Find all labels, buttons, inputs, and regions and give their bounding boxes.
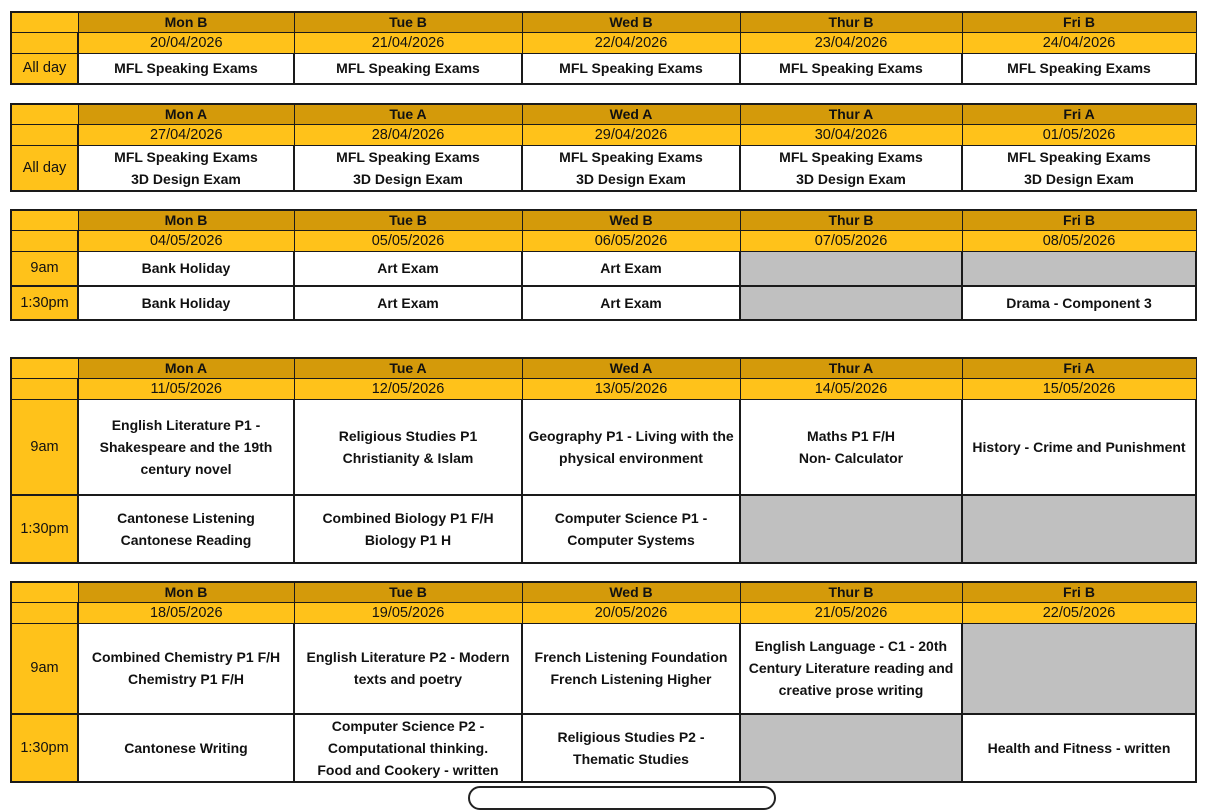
exam-entry-line: Art Exam bbox=[600, 260, 662, 277]
date-cell: 20/05/2026 bbox=[522, 603, 740, 624]
exam-entry bbox=[294, 54, 522, 84]
week-table bbox=[10, 103, 1197, 192]
corner-cell bbox=[11, 358, 78, 379]
day-header: Tue A bbox=[294, 358, 522, 379]
exam-entry-line: Maths P1 F/H bbox=[807, 427, 895, 444]
exam-entry-line: Geography P1 - Living with the bbox=[528, 427, 734, 444]
exam-entry-line: 3D Design Exam bbox=[576, 171, 686, 187]
day-header-row bbox=[11, 210, 1196, 231]
exam-entry-line: Combined Biology P1 F/H bbox=[322, 509, 494, 526]
exam-entry-line: Computer Science P2 - bbox=[331, 717, 485, 734]
exam-entry-line: Shakespeare and the 19th bbox=[99, 438, 273, 455]
exam-entry-line: MFL Speaking Exams bbox=[114, 60, 258, 77]
exam-entry-line: Computer Science P1 - bbox=[554, 509, 708, 526]
session-row bbox=[11, 252, 1196, 286]
date-row bbox=[11, 33, 1196, 54]
exam-entry-line: MFL Speaking Exams bbox=[336, 60, 480, 77]
date-row bbox=[11, 231, 1196, 252]
exam-entry bbox=[78, 252, 294, 286]
session-label: 1:30pm bbox=[11, 495, 78, 563]
date-cell: 24/04/2026 bbox=[962, 33, 1196, 54]
corner-cell bbox=[11, 125, 78, 146]
session-row bbox=[11, 146, 1196, 192]
exam-entry bbox=[962, 286, 1196, 320]
exam-entry-line: MFL Speaking Exams bbox=[114, 149, 258, 165]
exam-entry-line: History - Crime and Punishment bbox=[972, 438, 1186, 455]
exam-entry bbox=[522, 286, 740, 320]
exam-entry-line: Thematic Studies bbox=[573, 750, 689, 767]
day-header: Wed A bbox=[522, 104, 740, 125]
week-table bbox=[10, 581, 1197, 783]
exam-entry-line: French Listening Higher bbox=[550, 671, 712, 688]
day-header: Mon B bbox=[78, 12, 294, 33]
exam-entry-line: English Language - C1 - 20th bbox=[754, 638, 948, 655]
exam-entry-line: French Listening Foundation bbox=[534, 649, 728, 666]
week-table bbox=[10, 11, 1197, 85]
exam-entry-line: MFL Speaking Exams bbox=[559, 149, 703, 165]
exam-entry-line: 3D Design Exam bbox=[1024, 171, 1134, 187]
day-header: Wed B bbox=[522, 210, 740, 231]
corner-cell bbox=[11, 210, 78, 231]
exam-entry-line: MFL Speaking Exams bbox=[1007, 60, 1151, 77]
exam-entry bbox=[522, 495, 740, 563]
session-label: 9am bbox=[11, 624, 78, 714]
day-header: Thur B bbox=[740, 582, 962, 603]
session-label: 9am bbox=[11, 400, 78, 495]
day-header: Thur A bbox=[740, 104, 962, 125]
exam-entry-line: Health and Fitness - written bbox=[987, 739, 1171, 756]
exam-entry-line: 3D Design Exam bbox=[131, 171, 241, 187]
exam-entry-line: MFL Speaking Exams bbox=[779, 60, 923, 77]
exam-entry-line: English Literature P1 - bbox=[111, 416, 261, 433]
exam-entry bbox=[522, 146, 740, 192]
exam-entry-line: texts and poetry bbox=[353, 671, 463, 688]
corner-cell bbox=[11, 33, 78, 54]
date-cell: 11/05/2026 bbox=[78, 379, 294, 400]
exam-entry bbox=[962, 146, 1196, 192]
exam-entry-line: physical environment bbox=[559, 449, 703, 466]
day-header: Tue B bbox=[294, 12, 522, 33]
exam-entry bbox=[294, 146, 522, 192]
exam-entry-line: 3D Design Exam bbox=[353, 171, 463, 187]
date-cell: 19/05/2026 bbox=[294, 603, 522, 624]
day-header: Mon B bbox=[78, 210, 294, 231]
day-header: Wed B bbox=[522, 582, 740, 603]
exam-entry bbox=[78, 714, 294, 782]
exam-entry bbox=[294, 400, 522, 495]
session-label: All day bbox=[11, 54, 78, 84]
exam-entry-line: Art Exam bbox=[377, 294, 439, 311]
date-cell: 21/04/2026 bbox=[294, 33, 522, 54]
day-header: Tue B bbox=[294, 582, 522, 603]
session-row bbox=[11, 54, 1196, 84]
exam-entry bbox=[962, 400, 1196, 495]
day-header: Thur A bbox=[740, 358, 962, 379]
date-cell: 30/04/2026 bbox=[740, 125, 962, 146]
empty-slot bbox=[740, 252, 962, 286]
date-row bbox=[11, 379, 1196, 400]
exam-entry-line: Art Exam bbox=[377, 260, 439, 277]
exam-entry bbox=[78, 495, 294, 563]
exam-entry bbox=[522, 252, 740, 286]
date-cell: 15/05/2026 bbox=[962, 379, 1196, 400]
session-row bbox=[11, 495, 1196, 563]
date-cell: 28/04/2026 bbox=[294, 125, 522, 146]
exam-entry bbox=[962, 54, 1196, 84]
exam-entry bbox=[78, 400, 294, 495]
exam-entry-line: Religious Studies P1 bbox=[338, 427, 478, 444]
day-header: Thur B bbox=[740, 210, 962, 231]
exam-entry-line: Christianity & Islam bbox=[342, 449, 474, 466]
exam-entry bbox=[78, 146, 294, 192]
exam-entry-line: Art Exam bbox=[600, 294, 662, 311]
day-header-row bbox=[11, 12, 1196, 33]
exam-entry bbox=[962, 714, 1196, 782]
date-cell: 29/04/2026 bbox=[522, 125, 740, 146]
exam-entry-line: MFL Speaking Exams bbox=[559, 60, 703, 77]
date-cell: 14/05/2026 bbox=[740, 379, 962, 400]
exam-entry bbox=[522, 714, 740, 782]
exam-entry-line: Cantonese Listening bbox=[117, 509, 255, 526]
corner-cell bbox=[11, 12, 78, 33]
date-row bbox=[11, 603, 1196, 624]
empty-slot bbox=[740, 495, 962, 563]
session-row bbox=[11, 624, 1196, 714]
session-row bbox=[11, 400, 1196, 495]
exam-entry-line: Computer Systems bbox=[567, 531, 695, 548]
exam-entry bbox=[294, 252, 522, 286]
exam-entry-line: Bank Holiday bbox=[141, 294, 231, 311]
day-header: Mon B bbox=[78, 582, 294, 603]
date-cell: 08/05/2026 bbox=[962, 231, 1196, 252]
exam-entry-line: Chemistry P1 F/H bbox=[128, 671, 244, 688]
empty-slot bbox=[962, 252, 1196, 286]
day-header: Fri A bbox=[962, 358, 1196, 379]
exam-entry bbox=[78, 624, 294, 714]
exam-entry-line: Drama - Component 3 bbox=[1006, 294, 1152, 311]
date-row bbox=[11, 125, 1196, 146]
date-cell: 22/05/2026 bbox=[962, 603, 1196, 624]
exam-entry bbox=[78, 54, 294, 84]
date-cell: 18/05/2026 bbox=[78, 603, 294, 624]
day-header: Fri A bbox=[962, 104, 1196, 125]
exam-entry-line: Century Literature reading and bbox=[748, 660, 954, 677]
empty-slot bbox=[740, 714, 962, 782]
exam-entry bbox=[522, 54, 740, 84]
day-header: Tue A bbox=[294, 104, 522, 125]
day-header-row bbox=[11, 104, 1196, 125]
date-cell: 05/05/2026 bbox=[294, 231, 522, 252]
day-header: Fri B bbox=[962, 12, 1196, 33]
exam-entry-line: 3D Design Exam bbox=[796, 171, 906, 187]
exam-entry bbox=[740, 400, 962, 495]
exam-entry bbox=[522, 400, 740, 495]
date-cell: 06/05/2026 bbox=[522, 231, 740, 252]
day-header: Wed B bbox=[522, 12, 740, 33]
corner-cell bbox=[11, 104, 78, 125]
date-cell: 27/04/2026 bbox=[78, 125, 294, 146]
exam-entry-line: Religious Studies P2 - bbox=[557, 728, 705, 745]
day-header-row bbox=[11, 582, 1196, 603]
exam-entry bbox=[294, 495, 522, 563]
date-cell: 04/05/2026 bbox=[78, 231, 294, 252]
exam-entry-line: Computational thinking. bbox=[327, 739, 489, 756]
session-label: All day bbox=[11, 146, 78, 192]
scroll-pill bbox=[468, 786, 776, 810]
exam-entry bbox=[522, 624, 740, 714]
date-cell: 22/04/2026 bbox=[522, 33, 740, 54]
exam-entry-line: Bank Holiday bbox=[141, 260, 231, 277]
exam-entry-line: MFL Speaking Exams bbox=[779, 149, 923, 165]
exam-entry bbox=[294, 624, 522, 714]
exam-entry-line: MFL Speaking Exams bbox=[1007, 149, 1151, 165]
exam-entry-line: creative prose writing bbox=[778, 682, 924, 699]
week-table bbox=[10, 209, 1197, 321]
day-header: Mon A bbox=[78, 358, 294, 379]
exam-entry bbox=[740, 146, 962, 192]
session-row bbox=[11, 714, 1196, 782]
corner-cell bbox=[11, 582, 78, 603]
exam-entry bbox=[294, 714, 522, 782]
exam-entry-line: MFL Speaking Exams bbox=[336, 149, 480, 165]
day-header-row bbox=[11, 358, 1196, 379]
exam-entry-line: century novel bbox=[140, 460, 232, 477]
exam-entry bbox=[294, 286, 522, 320]
day-header: Tue B bbox=[294, 210, 522, 231]
exam-entry-line: Non- Calculator bbox=[798, 449, 904, 466]
day-header: Fri B bbox=[962, 582, 1196, 603]
exam-entry bbox=[740, 54, 962, 84]
date-cell: 01/05/2026 bbox=[962, 125, 1196, 146]
date-cell: 20/04/2026 bbox=[78, 33, 294, 54]
day-header: Fri B bbox=[962, 210, 1196, 231]
exam-entry bbox=[78, 286, 294, 320]
exam-entry-line: Biology P1 H bbox=[364, 531, 452, 548]
date-cell: 23/04/2026 bbox=[740, 33, 962, 54]
exam-entry-line: Combined Chemistry P1 F/H bbox=[91, 649, 281, 666]
date-cell: 21/05/2026 bbox=[740, 603, 962, 624]
session-row bbox=[11, 286, 1196, 320]
session-label: 1:30pm bbox=[11, 286, 78, 320]
corner-cell bbox=[11, 379, 78, 400]
exam-entry bbox=[740, 624, 962, 714]
exam-entry-line: Food and Cookery - written bbox=[317, 761, 499, 778]
empty-slot bbox=[962, 624, 1196, 714]
exam-entry-line: Cantonese Writing bbox=[124, 739, 248, 756]
date-cell: 12/05/2026 bbox=[294, 379, 522, 400]
corner-cell bbox=[11, 231, 78, 252]
corner-cell bbox=[11, 603, 78, 624]
session-label: 1:30pm bbox=[11, 714, 78, 782]
empty-slot bbox=[962, 495, 1196, 563]
empty-slot bbox=[740, 286, 962, 320]
date-cell: 13/05/2026 bbox=[522, 379, 740, 400]
session-label: 9am bbox=[11, 252, 78, 286]
day-header: Mon A bbox=[78, 104, 294, 125]
day-header: Thur B bbox=[740, 12, 962, 33]
exam-entry-line: English Literature P2 - Modern bbox=[306, 649, 510, 666]
date-cell: 07/05/2026 bbox=[740, 231, 962, 252]
day-header: Wed A bbox=[522, 358, 740, 379]
exam-entry-line: Cantonese Reading bbox=[120, 531, 252, 548]
week-table bbox=[10, 357, 1197, 564]
